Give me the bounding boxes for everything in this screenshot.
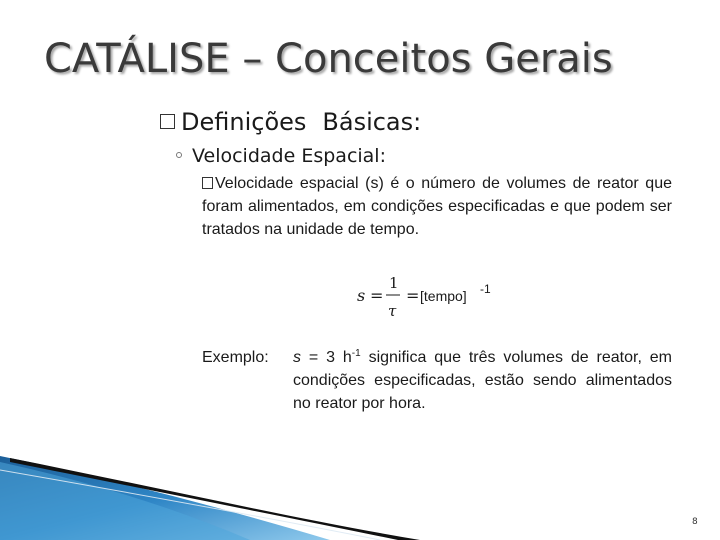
formula-numerator: 1 <box>389 274 399 292</box>
square-bullet-icon <box>160 114 175 129</box>
slide-title: CATÁLISE – Conceitos Gerais <box>44 36 613 82</box>
definition-text: Velocidade espacial (s) é o número de volumes de reator que foram alimentados, em condições especificadas e que podem ser tratados na unidade de tempo. <box>202 175 672 238</box>
page-number: 8 <box>692 517 698 527</box>
subheading-text: Velocidade Espacial: <box>192 145 386 167</box>
space-velocity-formula <box>352 272 502 322</box>
example-rest: significa que três volumes de reator, em condições especificadas, estão sendo alimentados no reator por hora. <box>293 349 673 412</box>
circle-bullet-icon <box>176 152 182 158</box>
formula-rhs: [tempo] <box>420 288 467 304</box>
formula-equals-2: = <box>406 286 420 305</box>
example-paragraph <box>202 346 672 415</box>
heading-word-2: Básicas: <box>322 108 422 136</box>
example-middle: = 3 h <box>301 349 352 366</box>
formula-exponent: -1 <box>480 282 491 296</box>
heading-bullet-item <box>160 108 421 136</box>
subheading-bullet-item <box>176 145 386 167</box>
example-body <box>293 346 672 415</box>
example-symbol: s <box>293 349 301 366</box>
missing-glyph-bullet-icon <box>202 177 213 189</box>
formula-equals: = <box>370 286 384 305</box>
example-exponent: -1 <box>351 348 361 359</box>
heading-word-1: Definições <box>181 108 307 136</box>
formula-denominator: τ <box>388 302 397 320</box>
definition-bullet-item <box>202 172 672 241</box>
formula-lhs: s <box>357 286 366 305</box>
example-label: Exemplo: <box>202 349 269 366</box>
